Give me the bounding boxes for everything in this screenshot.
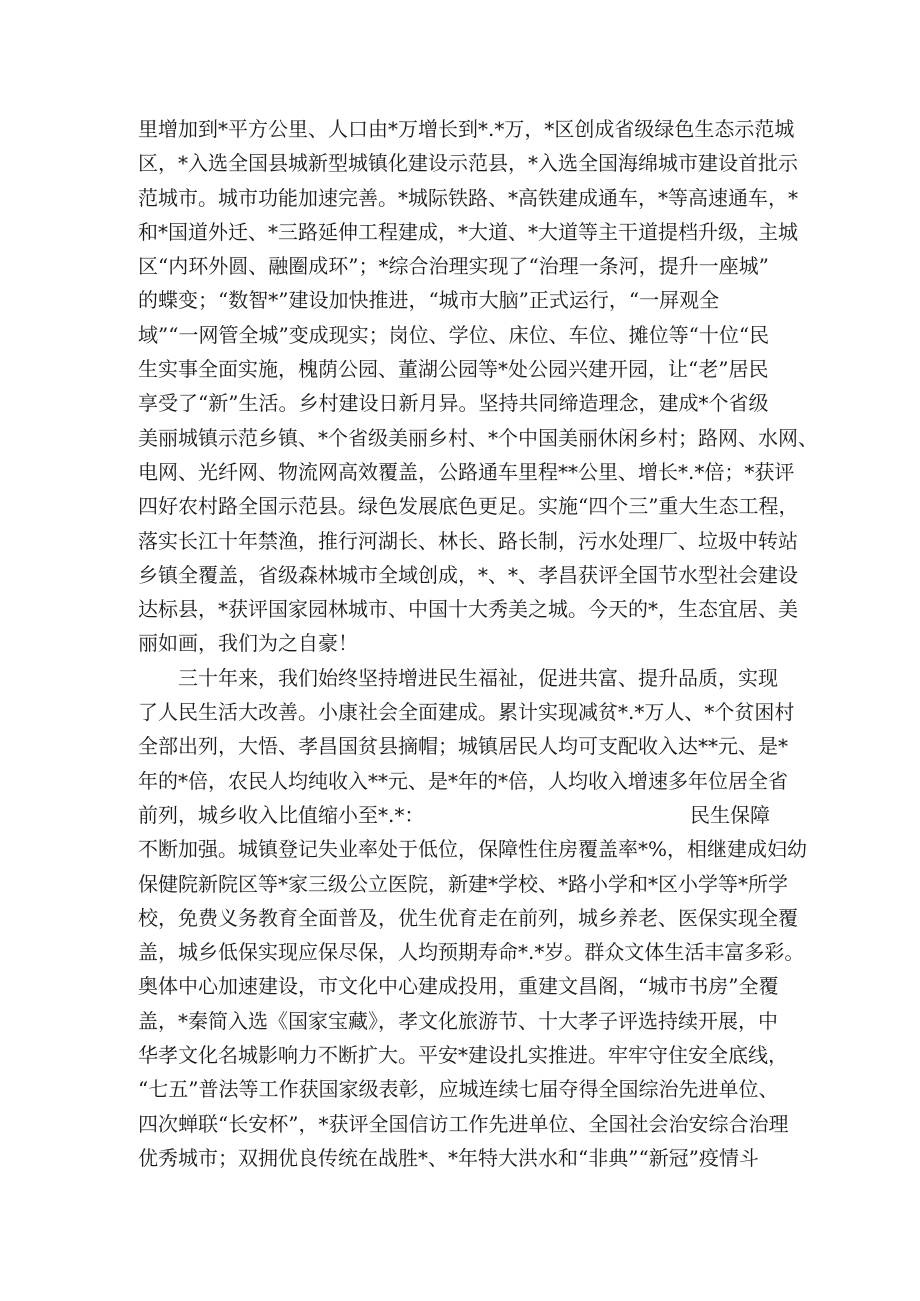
line-text: 区，*入选全国县城新型城镇化建设示范县，*入选全国海绵城市建设首批示 bbox=[138, 151, 798, 176]
line-text: 年的*倍，农民人均纯收入**元、是*年的*倍，人均收入增速多年位居全省 bbox=[138, 768, 788, 793]
text-line bbox=[138, 764, 798, 798]
line-text: 前列，城乡收入比值缩小至*.*： bbox=[138, 802, 425, 827]
line-text: 美丽城镇示范乡镇、*个省级美丽乡村、*个中国美丽休闲乡村；路网、水网、 bbox=[138, 425, 818, 450]
line-text: 校，免费义务教育全面普及，优生优育走在前列，城乡养老、医保实现全覆 bbox=[138, 905, 798, 930]
line-text: 里增加到*平方公里、人口由*万增长到*.*万，*区创成省级绿色生态示范城 bbox=[138, 117, 795, 141]
text-line bbox=[138, 352, 798, 386]
text-line bbox=[138, 935, 805, 969]
text-line bbox=[138, 489, 798, 523]
text-line bbox=[138, 249, 798, 283]
line-text: 乡镇全覆盖，省级森林城市全域创成，*、*、孝昌获评全国节水型社会建设 bbox=[138, 562, 798, 587]
line-text: 四次蝉联“长安杯”，*获评全国信访工作先进单位、全国社会治安综合治理 bbox=[138, 1111, 789, 1136]
text-line bbox=[138, 592, 798, 626]
line-text: 了人民生活大改善。小康社会全面建成。累计实现减贫*.*万人、*个贫困村 bbox=[138, 700, 795, 725]
line-text: 奥体中心加速建设，市文化中心建成投用，重建文昌阁，“城市书房”全覆 bbox=[138, 974, 779, 999]
text-line bbox=[138, 832, 808, 866]
line-text: 四好农村路全国示范县。绿色发展底色更足。实施“四个三”重大生态工程， bbox=[138, 494, 799, 519]
line-text: 全部出列，大悟、孝昌国贫县摘帽；城镇居民人均可支配收入达**元、是* bbox=[138, 734, 788, 759]
text-line bbox=[138, 626, 798, 660]
line-text: 华孝文化名城影响力不断扩大。平安*建设扎实推进。牢牢守住安全底线， bbox=[138, 1043, 788, 1068]
line-text: 和*国道外迁、*三路延伸工程建成，*大道、*大道等主干道提档升级，主城 bbox=[138, 219, 798, 244]
text-line bbox=[138, 1038, 798, 1072]
text-line bbox=[138, 729, 798, 763]
text-line bbox=[138, 455, 798, 489]
text-line bbox=[138, 1072, 798, 1106]
line-text: 丽如画，我们为之自豪！ bbox=[138, 631, 358, 656]
text-line bbox=[138, 181, 798, 215]
text-line bbox=[138, 146, 798, 180]
line-text: 区“内环外圆、融圈成环”；*综合治理实现了“治理一条河，提升一座城” bbox=[138, 254, 769, 279]
text-line bbox=[138, 798, 770, 832]
line-text: 范城市。城市功能加速完善。*城际铁路、*高铁建成通车，*等高速通车，* bbox=[138, 185, 798, 210]
line-text: 域”“一网管全城”变成现实；岗位、学位、床位、车位、摊位等“十位“民 bbox=[138, 322, 770, 347]
text-line bbox=[138, 695, 798, 729]
line-text: 电网、光纤网、物流网高效覆盖，公路通车里程**公里、增长*.*倍；*获评 bbox=[138, 459, 795, 484]
line-text: 生实事全面实施，槐荫公园、董湖公园等*处公园兴建开园，让“老”居民 bbox=[138, 357, 769, 382]
line-text: 优秀城市；双拥优良传统在战胜*、*年特大洪水和“非典”“新冠”疫情斗 bbox=[138, 1145, 759, 1170]
text-line bbox=[138, 215, 798, 249]
line-text: 盖，*秦简入选《国家宝藏》，孝文化旅游节、十大孝子评选持续开展，中 bbox=[138, 1008, 778, 1033]
text-line bbox=[138, 867, 798, 901]
text-line bbox=[138, 661, 798, 695]
line-text-right: 民生保障 bbox=[690, 802, 770, 827]
line-text: 落实长江十年禁渔，推行河湖长、林长、路长制，污水处理厂、垃圾中转站 bbox=[138, 528, 798, 553]
text-line bbox=[138, 969, 798, 1003]
text-line bbox=[138, 1107, 798, 1141]
line-text: 的蝶变；“数智*”建设加快推进，“城市大脑”正式运行，“一屏观全 bbox=[138, 288, 720, 313]
document-body bbox=[138, 112, 818, 1175]
text-line bbox=[138, 283, 798, 317]
line-text: “七五”普法等工作获国家级表彰，应城连续七届夺得全国综治先进单位、 bbox=[138, 1077, 779, 1102]
text-line bbox=[138, 318, 798, 352]
text-line bbox=[138, 524, 798, 558]
text-line bbox=[138, 1141, 798, 1175]
line-text: 保健院新院区等*家三级公立医院，新建*学校、*路小学和*区小学等*所学 bbox=[138, 871, 788, 896]
text-line bbox=[138, 112, 798, 146]
text-line bbox=[138, 386, 798, 420]
line-text: 不断加强。城镇登记失业率处于低位，保障性住房覆盖率*%，相继建成妇幼 bbox=[138, 837, 808, 862]
line-text: 享受了“新”生活。乡村建设日新月异。坚持共同缔造理念，建成*个省级 bbox=[138, 391, 769, 416]
text-line bbox=[138, 901, 798, 935]
text-line bbox=[138, 1004, 798, 1038]
text-line bbox=[138, 421, 818, 455]
line-text: 达标县，*获评国家园林城市、中国十大秀美之城。今天的*，生态宜居、美 bbox=[138, 597, 798, 622]
line-text: 三十年来，我们始终坚持增进民生福祉，促进共富、提升品质，实现 bbox=[178, 665, 778, 690]
line-text: 盖，城乡低保实现应保尽保，人均预期寿命*.*岁。群众文体生活丰富多彩。 bbox=[138, 940, 805, 965]
text-line bbox=[138, 558, 798, 592]
